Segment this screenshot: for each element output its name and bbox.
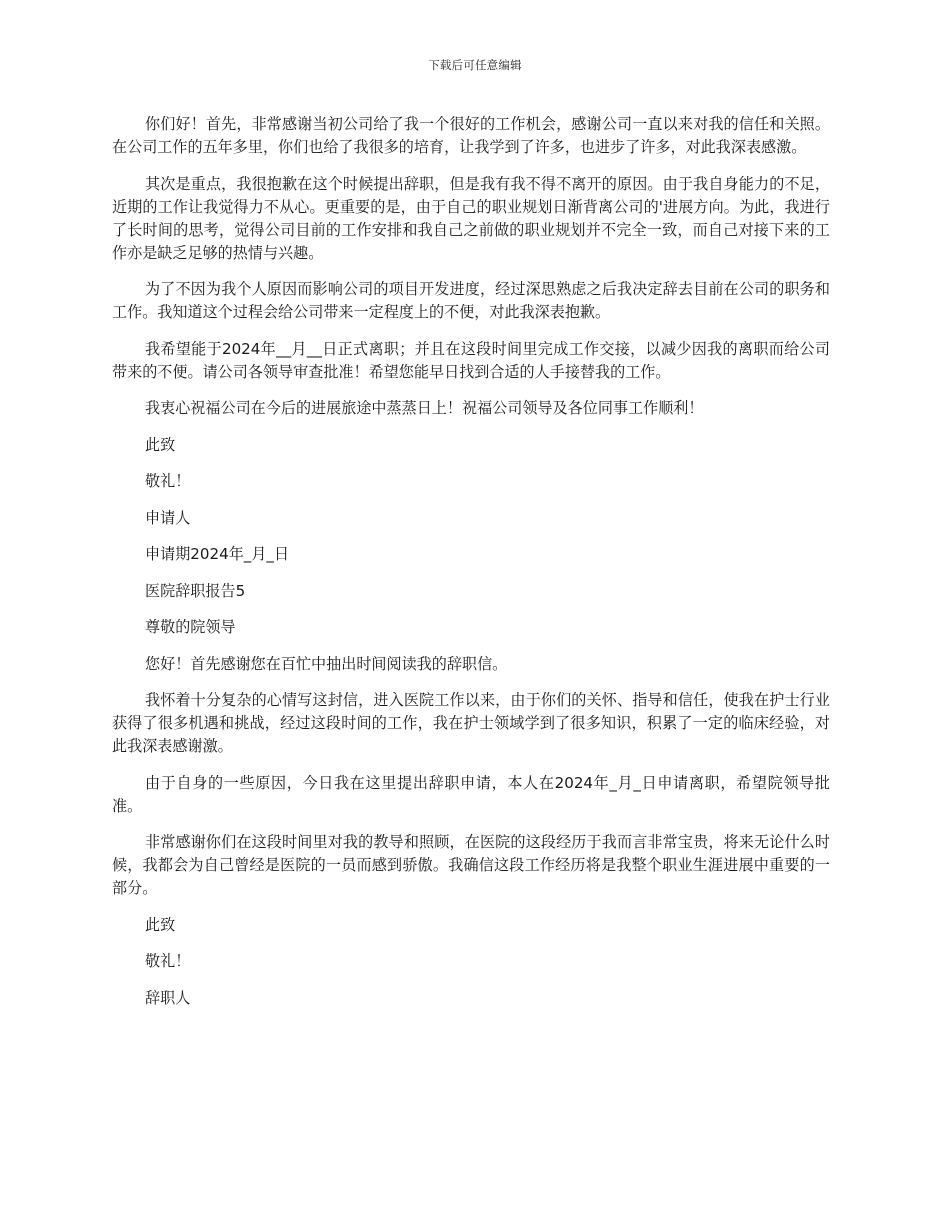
signature-applicant: 申请人 [145, 508, 191, 527]
paragraph-wishes: 我衷心祝福公司在今后的进展旅途中蒸蒸日上！祝福公司领导及各位同事工作顺利！ [145, 399, 704, 417]
paragraph-greeting-thanks: 你们好！首先，非常感谢当初公司给了我一个很好的工作机会，感谢公司一直以来对我的信任和关照。在公司工作的五年多里，你们也给了我很多的培育，让我学到了许多，也进步了许多，对此我深表感激。 [112, 115, 830, 156]
paragraph-experience: 我怀着十分复杂的心情写这封信，进入医院工作以来，由于你们的关怀、指导和信任，使我在护士行业获得了很多机遇和挑战，经过这段时间的工作，我在护士领域学到了很多知识，积累了一定的临床经验，对此我深表感谢激。 [112, 691, 830, 755]
closing-cizhi: 此致 [145, 435, 176, 454]
paragraph-reason: 其次是重点，我很抱歉在这个时候提出辞职，但是我有我不得不离开的原因。由于我自身能力的不足，近期的工作让我觉得力不从心。更重要的是，由于自己的职业规划日渐背离公司的'进展方向。为此，我进行了长时间的思考，觉得公司目前的工作安排和我自己之前做的职业规划并不完全一致，而自己对接下来的工作亦是缺乏足够的热情与兴趣。 [112, 174, 830, 262]
paragraph-leave-date: 我希望能于2024年__月__日正式离职；并且在这段时间里完成工作交接，以减少因我的离职而给公司带来的不便。请公司各领导审查批准！希望您能早日找到合适的人手接替我的工作。 [112, 339, 830, 381]
closing-jingli-2: 敬礼！ [145, 952, 191, 970]
signature-resigner: 辞职人 [145, 988, 191, 1007]
signature-date: 申请期2024年_月_日 [145, 545, 290, 563]
paragraph-decision: 为了不因为我个人原因而影响公司的项目开发进度，经过深思熟虑之后我决定辞去目前在公司的职务和工作。我知道这个过程会给公司带来一定程度上的不便，对此我深表抱歉。 [112, 280, 830, 321]
paragraph-gratitude: 非常感谢你们在这段时间里对我的教导和照顾，在医院的这段经历于我而言非常宝贵，将来无论什么时候，我都会为自己曾经是医院的一员而感到骄傲。我确信这段工作经历将是我整个职业生涯进展中重要的一部分。 [112, 833, 830, 897]
closing-cizhi-2: 此致 [145, 915, 176, 934]
document-body [112, 113, 830, 1023]
closing-jingli: 敬礼！ [145, 472, 191, 490]
paragraph-request: 由于自身的一些原因，今日我在这里提出辞职申请，本人在2024年_月_日申请离职，希望院领导批准。 [112, 773, 830, 815]
salutation: 尊敬的院领导 [145, 618, 236, 636]
paragraph-opening: 您好！首先感谢您在百忙中抽出时间阅读我的辞职信。 [145, 654, 508, 673]
page-header-note: 下载后可任意编辑 [428, 58, 522, 72]
section-title: 医院辞职报告5 [145, 581, 246, 600]
